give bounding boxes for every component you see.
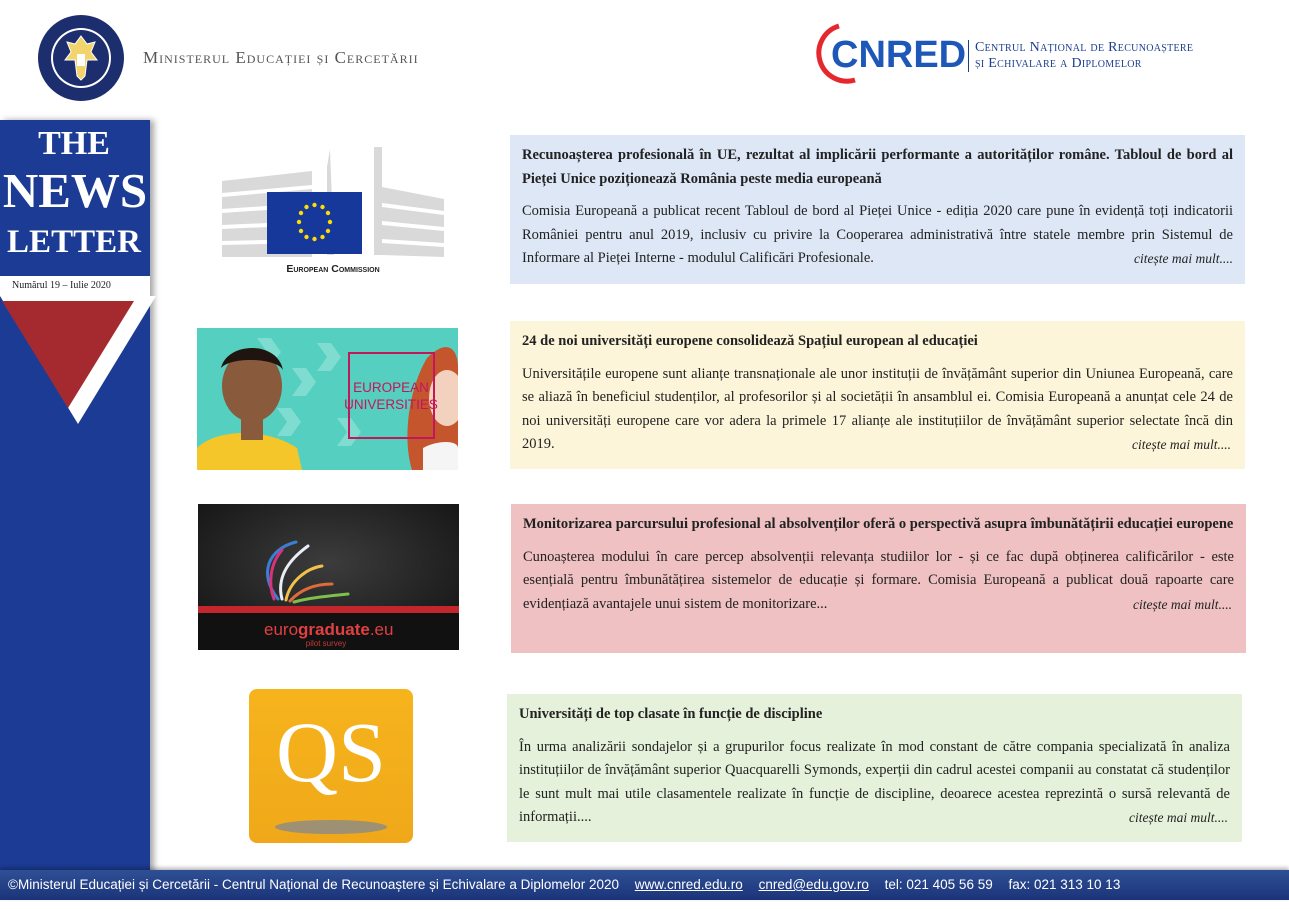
article-body: În urma analizării sondajelor și a grupurilor focus realizate în mod constant de către compania specializată în analiza instituțiilor de învățământ superior Quacquarelli Symonds, experții din cadrul acestei companii au constatat că studenților le sunt mult mai utile clasamentele realizate în funcție de discipline, deoarece acestea reprezintă o sursă relevantă de informații.... citește mai mult.... xyxy=(519,736,1230,830)
footer-phone: tel: 021 405 56 59 xyxy=(884,877,993,892)
read-more-link[interactable]: citește mai mult.... xyxy=(1133,596,1232,612)
ministry-name: Ministerul Educației și Cercetării xyxy=(143,48,419,67)
government-seal-logo xyxy=(37,14,125,102)
newsletter-title-letter: LETTER xyxy=(7,224,141,260)
article-body: Comisia Europeană a publicat recent Tabloul de bord al Pieței Unice - ediția 2020 care pune în evidență toți indicatorii României pentru anul 2019, inclusiv cu privire la Cooperarea administrativă între statele membre prin Sistemul de Informare al Pieței Interne - modulul Calificări Profesionale. citește mai mult.... xyxy=(522,200,1233,271)
qs-logo-text: QS xyxy=(276,704,386,800)
article-title[interactable]: Universități de top clasate în funcție de discipline xyxy=(519,706,823,722)
article-title[interactable]: Monitorizarea parcursului profesional al absolvenților oferă o perspectivă asupra îmbunătățirii educației europene xyxy=(523,516,1234,532)
cnred-logo-text: CNRED xyxy=(831,34,967,76)
article-card xyxy=(510,135,1245,284)
qs-logo xyxy=(249,689,413,845)
eurograduate-image xyxy=(198,504,459,650)
decorative-triangle-icon xyxy=(0,296,156,428)
european-universities-image xyxy=(197,328,458,470)
footer-fax: fax: 021 313 10 13 xyxy=(1008,877,1121,892)
cnred-fullname-line2: și Echivalare a Diplomelor xyxy=(975,56,1142,71)
eurograduate-subtitle: pilot survey xyxy=(305,639,347,648)
cnred-logo xyxy=(815,20,975,84)
article-body: Universitățile europene sunt alianțe transnaționale ale unor instituții de învățământ superior din Uniunea Europeană, care se aliază în beneficiul studenților, al profesorilor și al societății în ansamblul ei. Comisia Europeană a anunțat cele 24 de noi universități europene care vor adera la primele 17 alianțe ale instituțiilor de învățământ superior selectate încă din 2019. citește mai mult.... xyxy=(522,363,1233,457)
eurograduate-brand: eurograduate.eu xyxy=(264,620,394,639)
article-body: Cunoașterea modului în care percep absolvenții relevanța studiilor lor - și ce fac după obținerea calificărilor - este esențială pentru îmbunătățirea sistemelor de educație și formare. Comisia Europeană a publicat două rapoarte care evidențiază avantajele unui sistem de monitorizare... citește mai mult.... xyxy=(523,546,1234,617)
logo-divider xyxy=(968,40,969,72)
eu-univ-text-2: UNIVERSITIES xyxy=(344,397,438,412)
article-title[interactable]: 24 de noi universități europene consolidează Spațiul european al educației xyxy=(522,333,978,349)
issue-number: Numărul 19 – Iulie 2020 xyxy=(12,280,111,291)
newsletter-title-the: THE xyxy=(38,125,110,162)
article-title[interactable]: Recunoașterea profesională în UE, rezultat al implicării performante a autorităților române. Tabloul de bord al Pieței Unice poziționează România peste media europeană xyxy=(522,147,1233,187)
read-more-link[interactable]: citește mai mult.... xyxy=(1129,810,1228,825)
cnred-fullname xyxy=(975,40,1193,72)
cnred-fullname-line1: Centrul Național de Recunoaștere xyxy=(975,40,1194,55)
eu-univ-text-1: EUROPEAN xyxy=(353,380,429,395)
footer-info xyxy=(8,877,1120,892)
european-commission-logo xyxy=(222,145,444,277)
ec-caption: European Commission xyxy=(286,263,380,275)
newsletter-title-news: NEWS xyxy=(2,163,148,218)
article-card xyxy=(510,321,1245,469)
footer-email-link[interactable]: cnred@edu.gov.ro xyxy=(758,877,869,892)
article-card xyxy=(511,504,1246,653)
footer-website-link[interactable]: www.cnred.edu.ro xyxy=(634,877,743,892)
footer-copyright: ©Ministerul Educației și Cercetării - Centrul Național de Recunoaștere și Echivalare a Diplomelor 2020 xyxy=(8,877,619,892)
read-more-link[interactable]: citește mai mult.... xyxy=(1134,251,1233,266)
read-more-link[interactable]: citește mai mult.... xyxy=(1132,437,1231,452)
article-card xyxy=(507,694,1242,842)
